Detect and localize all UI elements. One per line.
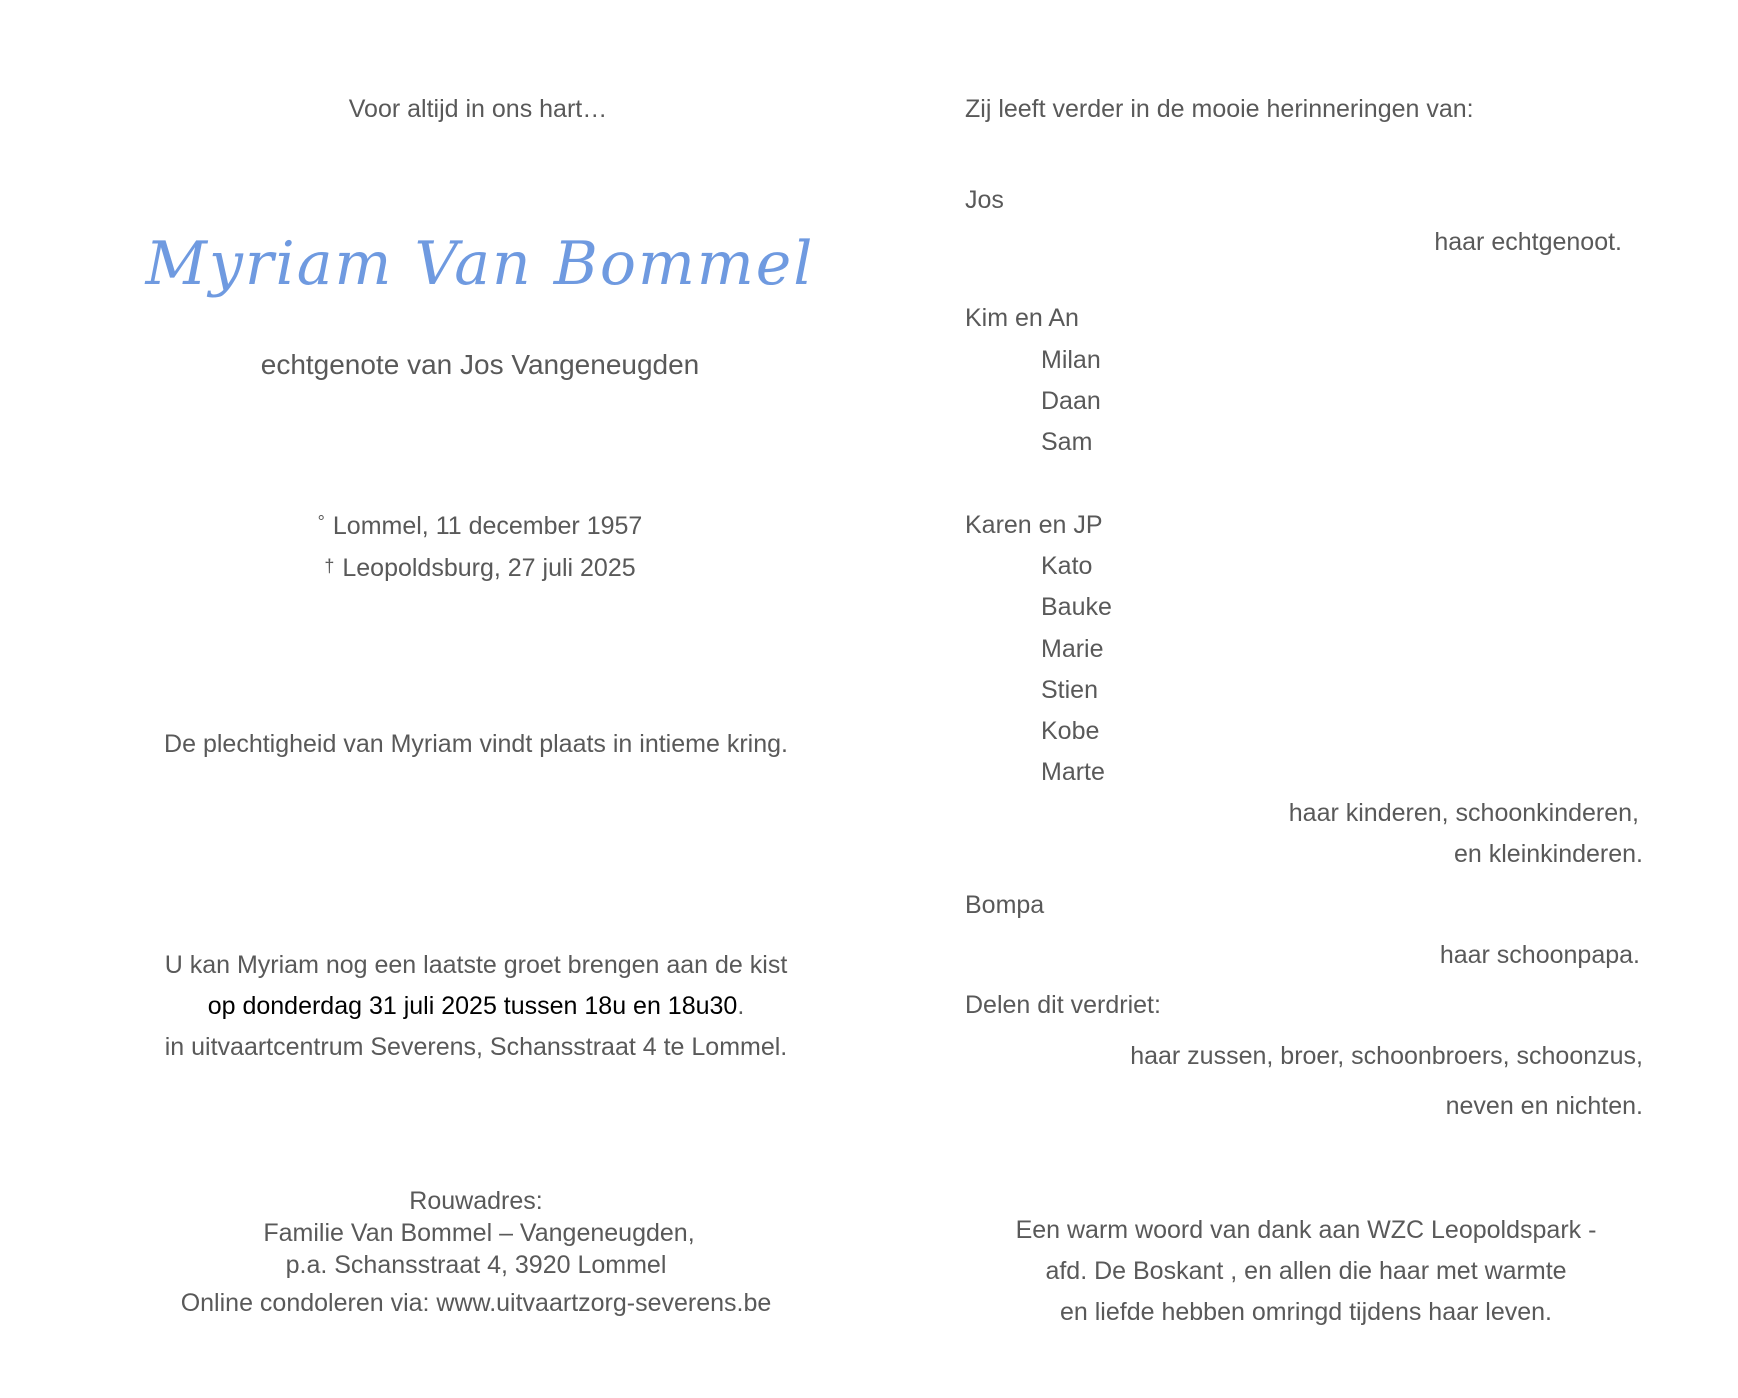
spouse-name: Jos: [965, 186, 1004, 214]
deceased-name: Myriam Van Bommel: [145, 229, 815, 299]
ceremony-text: De plechtigheid van Myriam vindt plaats in intieme kring.: [164, 730, 788, 758]
address-line-1: Familie Van Bommel – Vangeneugden,: [263, 1219, 695, 1247]
grandchild-marte: Marte: [1041, 758, 1105, 786]
grandchild-milan: Milan: [1041, 346, 1101, 374]
family-2-parents: Karen en JP: [965, 511, 1103, 539]
grandchild-daan: Daan: [1041, 387, 1101, 415]
birth-symbol: °: [317, 512, 325, 532]
visit-line-2: [208, 991, 745, 1021]
visit-date-emphasis: op donderdag 31 juli 2025 tussen 18u en 18u30: [207, 992, 738, 1020]
grandchild-stien: Stien: [1041, 676, 1098, 704]
intro-line: Zij leeft verder in de mooie herinneringen van:: [965, 95, 1474, 123]
family-1-parents: Kim en An: [965, 304, 1079, 332]
grandpa-name: Bompa: [965, 891, 1045, 919]
grandchild-sam: Sam: [1041, 428, 1093, 456]
spouse-role: haar echtgenoot.: [1434, 228, 1622, 256]
share-line-1: haar zussen, broer, schoonbroers, schoonzus,: [1130, 1042, 1643, 1070]
grandchild-bauke: Bauke: [1041, 593, 1112, 621]
thanks-line-1: Een warm woord van dank aan WZC Leopoldspark -: [1015, 1216, 1597, 1244]
visit-line-2-end: .: [737, 992, 745, 1020]
death-line: [324, 553, 635, 583]
thanks-line-3: en liefde hebben omringd tijdens haar leven.: [1059, 1298, 1553, 1326]
children-role-line-2: en kleinkinderen.: [1453, 840, 1643, 868]
death-symbol: †: [324, 556, 335, 576]
share-heading: Delen dit verdriet:: [965, 991, 1161, 1019]
death-text: Leopoldsburg, 27 juli 2025: [342, 554, 636, 582]
birth-text: Lommel, 11 december 1957: [332, 512, 643, 540]
address-heading: Rouwadres:: [409, 1187, 543, 1215]
grandchild-kato: Kato: [1041, 552, 1093, 580]
thanks-line-2: afd. De Boskant , en allen die haar met warmte: [1045, 1257, 1567, 1285]
visit-line-1: U kan Myriam nog een laatste groet brengen aan de kist: [164, 951, 788, 979]
grandpa-role: haar schoonpapa.: [1439, 941, 1640, 969]
share-line-2: neven en nichten.: [1445, 1092, 1643, 1120]
grandchild-kobe: Kobe: [1041, 717, 1100, 745]
motto: Voor altijd in ons hart…: [348, 95, 608, 123]
online-condolence: Online condoleren via: www.uitvaartzorg-severens.be: [180, 1289, 772, 1317]
birth-line: [318, 511, 643, 541]
address-line-2: p.a. Schansstraat 4, 3920 Lommel: [285, 1251, 667, 1279]
grandchild-marie: Marie: [1041, 635, 1104, 663]
children-role-line-1: haar kinderen, schoonkinderen,: [1288, 799, 1639, 827]
visit-line-3: in uitvaartcentrum Severens, Schansstraat 4 te Lommel.: [164, 1033, 788, 1061]
spouse-line: echtgenote van Jos Vangeneugden: [260, 349, 700, 380]
